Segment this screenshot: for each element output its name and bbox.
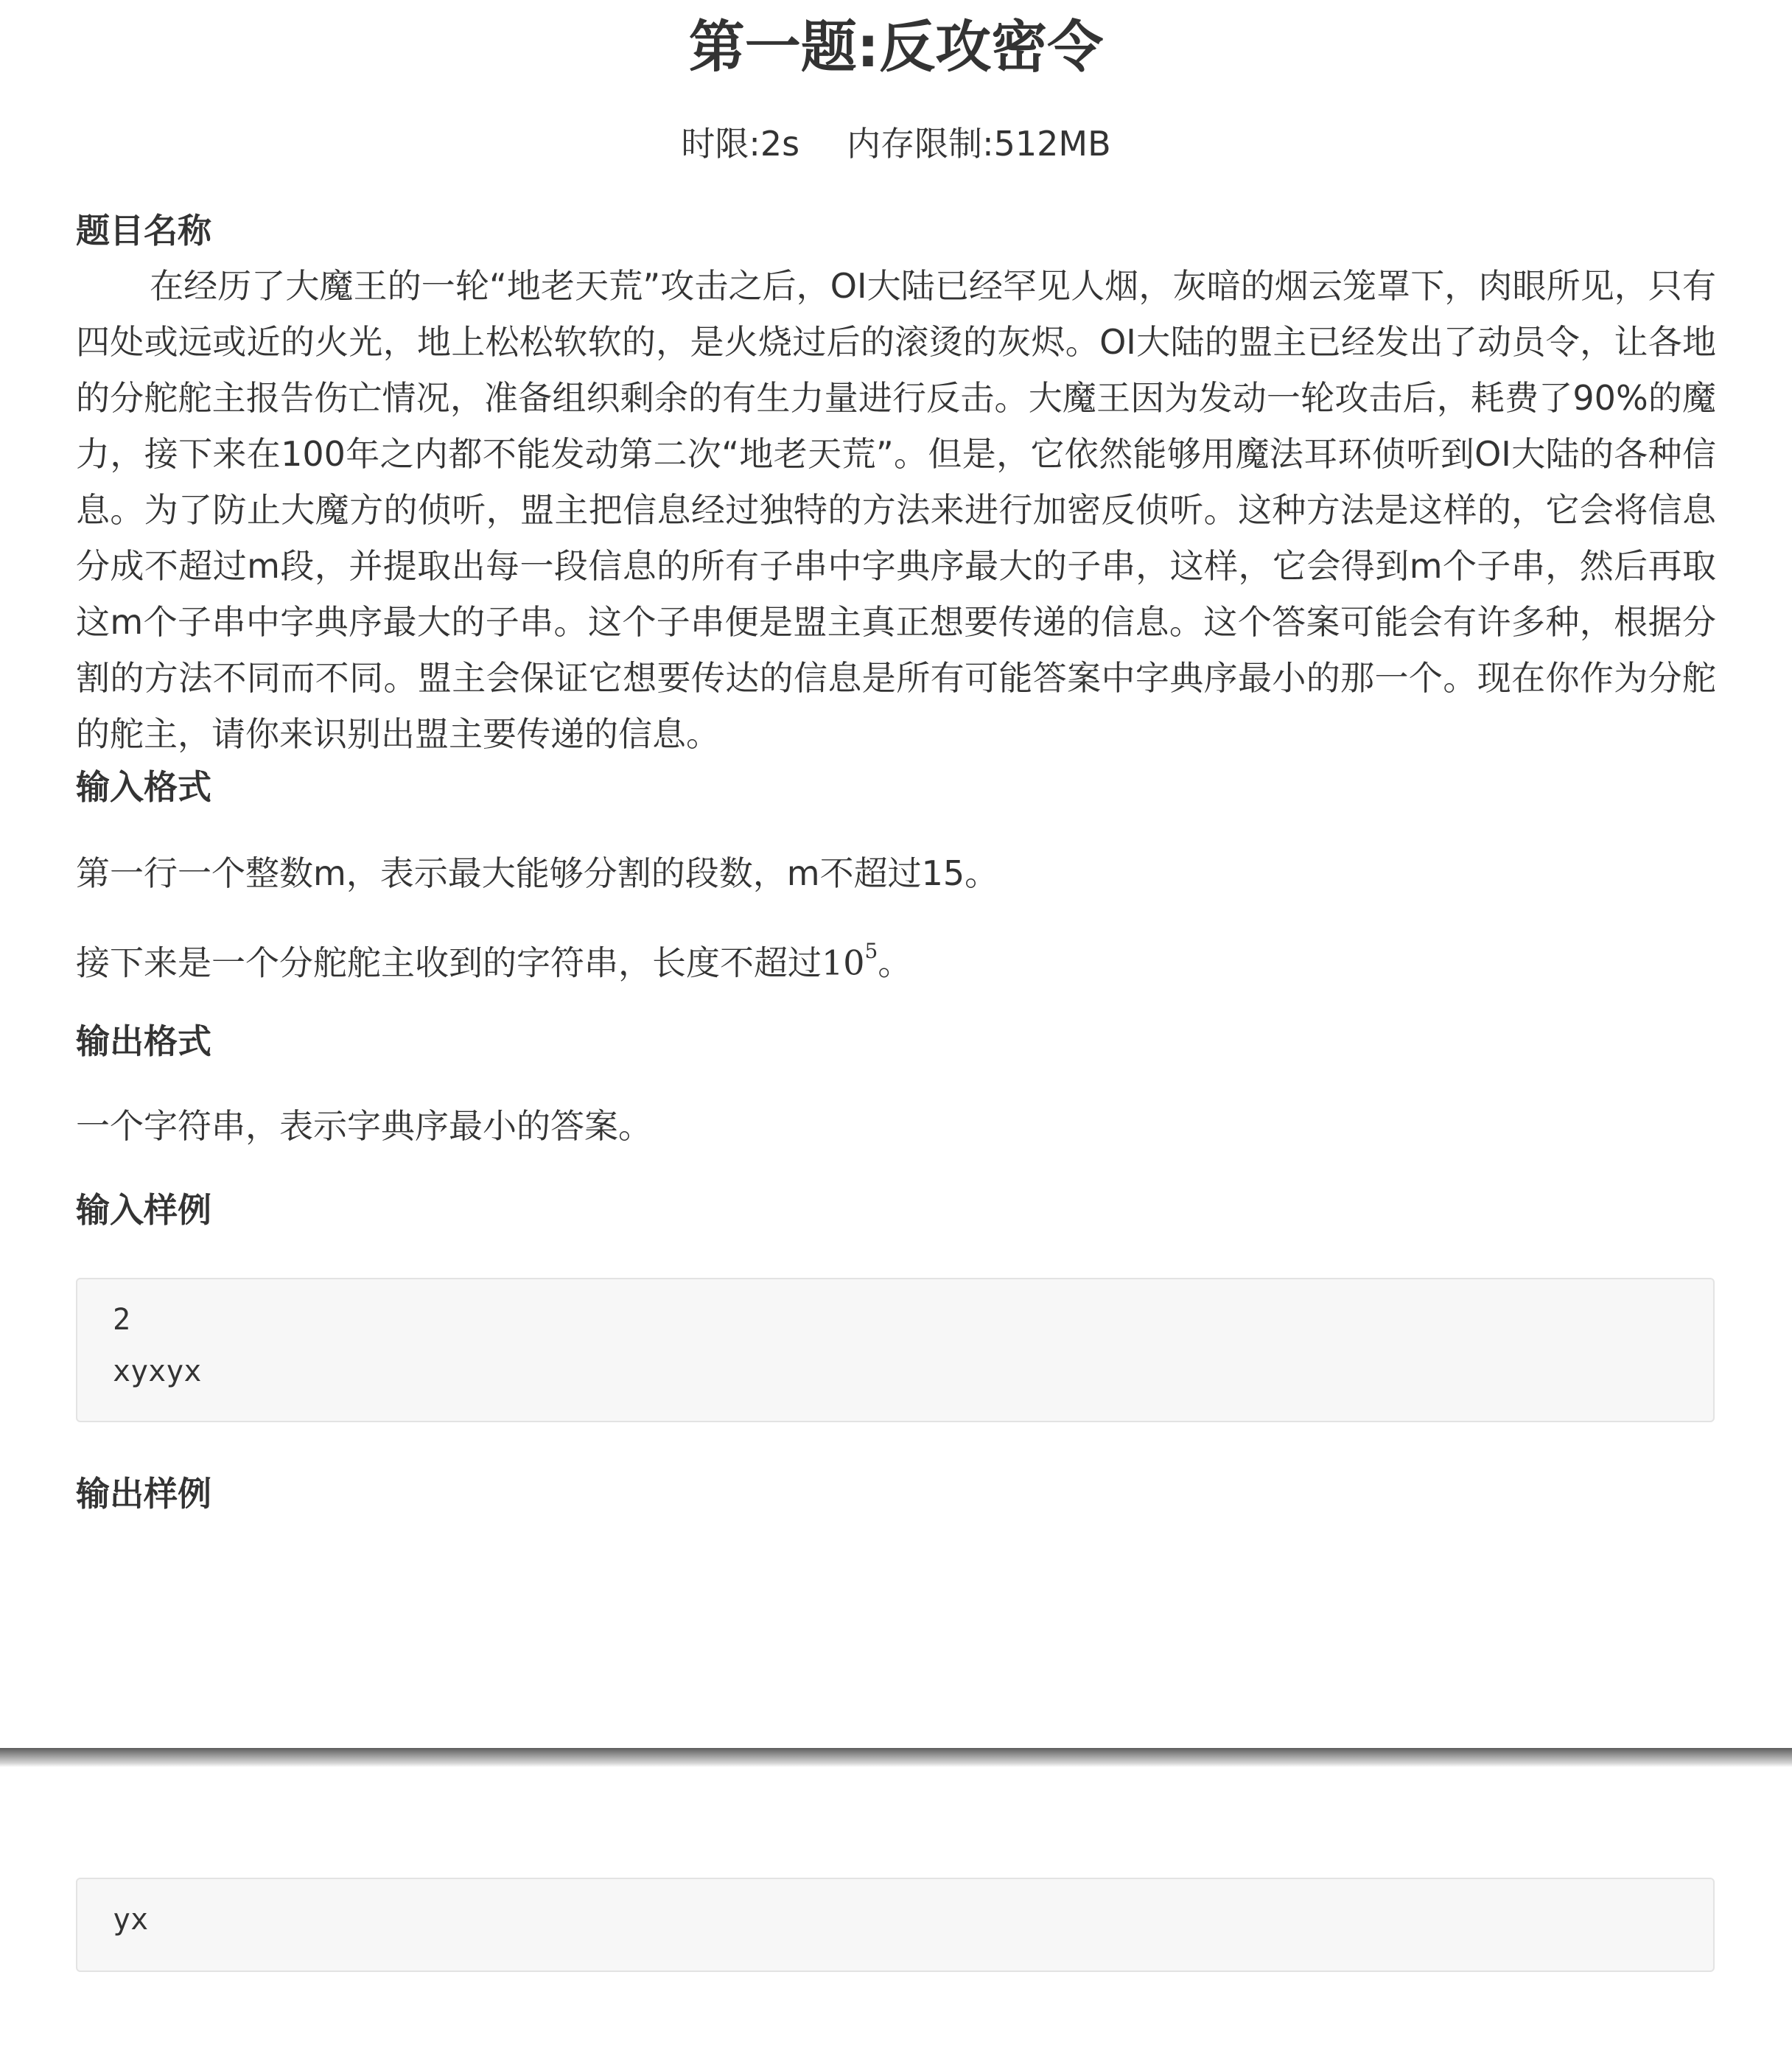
- page-lower: [0, 1767, 1792, 2056]
- input-format-heading: 输入格式: [76, 767, 211, 807]
- input-line2-prefix: 接下来是一个分舵舵主收到的字符串，长度不超过: [76, 943, 822, 983]
- description-text: 在经历了大魔王的一轮“地老天荒”攻击之后，OI大陆已经罕见人烟，灰暗的烟云笼罩下，肉眼所见，只有四处或远或近的火光，地上松松软软的，是火烧过后的滚烫的灰烬。OI大陆的盟主已经发出了动员令，让各地的分舵舵主报告伤亡情况，准备组织剩余的有生力量进行反击。大魔王因为发动一轮攻击后，耗费了90%的魔力，接下来在100年之内都不能发动第二次“地老天荒”。但是，它依然能够用魔法耳环侦听到OI大陆的各种信息。为了防止大魔方的侦听，盟主把信息经过独特的方法来进行加密反侦听。这种方法是这样的，它会将信息分成不超过m段，并提取出每一段信息的所有子串中字典序最大的子串，这样，它会得到m个子串，然后再取这m个子串中字典序最大的子串。这个子串便是盟主真正想要传递的信息。这个答案可能会有许多种，根据分割的方法不同而不同。盟主会保证它想要传达的信息是所有可能答案中字典序最小的那一个。现在你作为分舵的舵主，请你来识别出盟主要传递的信息。: [76, 266, 1716, 754]
- input-line2-suffix: 。: [878, 943, 912, 983]
- output-format-heading: 输出格式: [76, 1021, 211, 1061]
- input-line2-exponent: 5: [864, 939, 878, 963]
- sample-input-heading: 输入样例: [76, 1190, 211, 1230]
- sample-output-code: yx: [76, 1878, 1715, 1972]
- sample-output-heading: 输出样例: [76, 1474, 211, 1514]
- sample-input-code: 2 xyxyx: [76, 1278, 1715, 1422]
- output-format-line: 一个字符串，表示字典序最小的答案。: [76, 1106, 652, 1146]
- input-line2-base: 10: [822, 943, 865, 983]
- page-break-shadow: [0, 1748, 1792, 1767]
- time-limit: 时限:2s: [681, 124, 800, 164]
- problem-limits: [76, 118, 1716, 169]
- memory-limit: 内存限制:512MB: [847, 124, 1111, 164]
- description-heading: 题目名称: [76, 211, 211, 251]
- input-format-line-1: 第一行一个整数m，表示最大能够分割的段数，m不超过15。: [76, 853, 999, 893]
- input-format-line-2: [76, 930, 911, 988]
- problem-title: 第一题:反攻密令: [688, 14, 1104, 80]
